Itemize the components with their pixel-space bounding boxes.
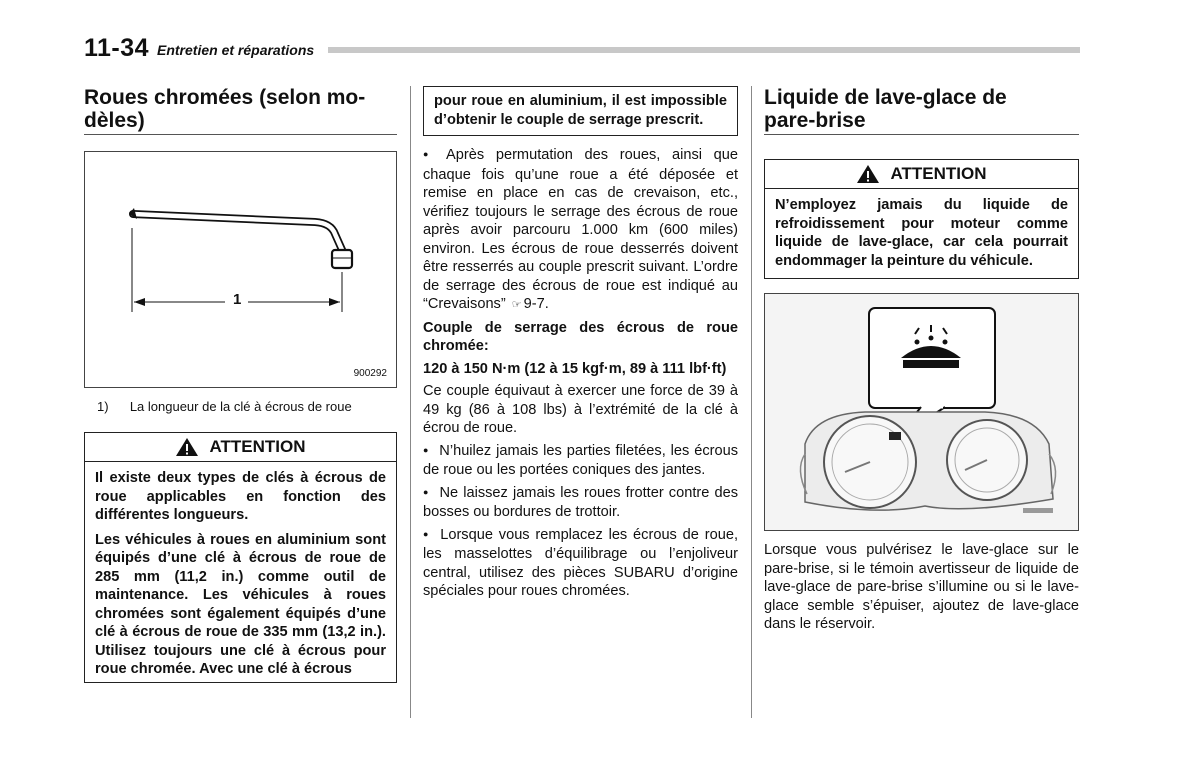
attention-paragraph: N’employez jamais du liquide de refroidissement pour moteur comme liquide de lave-glace, car cela pourrait endommager la peinture du véhicule. [775, 197, 1068, 269]
attention-label: ATTENTION [209, 437, 306, 456]
section-heading-washer-fluid: Liquide de lave-glace de pare-brise [764, 86, 1007, 132]
torque-text: Ce couple équivaut à exercer une force de 39 à 49 kg (86 à 108 lbs) à l’extrémité de la clé à écrou de roue. [423, 383, 738, 436]
attention-paragraph: pour roue en aluminium, il est impossible d’obtenir le couple de serrage prescrit. [434, 93, 727, 128]
reference-icon: ☞ [511, 299, 522, 311]
attention-paragraph: Il existe deux types de clés à écrous de roue applicables en fonction des différentes longueurs. [95, 470, 386, 523]
column-2 [423, 86, 738, 605]
attention-block [764, 159, 1079, 279]
attention-label: ATTENTION [890, 164, 987, 183]
page-number: 11-34 [84, 34, 150, 62]
heading-rule [764, 134, 1079, 135]
body-paragraph: Lorsque vous pulvérisez le lave-glace sur le pare-brise, si le témoin avertisseur de liquide de lave-glace de pare-brise s’illumine ou si le lave-glace semble s’épuiser, ajoutez de lave-glace dans le réservoir. [764, 542, 1079, 632]
attention-header [84, 432, 397, 462]
attention-content [84, 462, 397, 683]
body-text [764, 541, 1079, 634]
torque-value: 120 à 150 N·m (12 à 15 kgf·m, 89 à 111 lbf·ft) [423, 360, 727, 377]
attention-content [764, 189, 1079, 279]
warning-icon [856, 164, 880, 184]
dashboard-figure [764, 293, 1079, 531]
bullet-text: N’huilez jamais les parties filetées, les écrous de roue ou les portées coniques des jantes. [423, 442, 739, 478]
caption-number: 1) [97, 399, 109, 414]
bullet-item [423, 484, 738, 522]
attention-block [84, 432, 397, 683]
instrument-cluster-illustration [765, 294, 1080, 530]
lug-wrench-illustration [85, 152, 398, 387]
bullet-item [423, 442, 738, 480]
attention-paragraph: Les véhicules à roues en aluminium sont équipés d’une clé à écrous de roue de 285 mm (11,2 in.) comme outil de maintenance. Les véhicules à roues chromées sont également équipés d’une clé à écrous de roue de 335 mm (13,2 in.). Utilisez toujours une clé à écrous pour roue chromée. Avec une clé à écrous [95, 531, 386, 677]
header-bar [328, 47, 1080, 53]
page-header [84, 34, 1080, 64]
section-title: Entretien et réparations [157, 42, 315, 58]
attention-continuation [423, 86, 738, 136]
reference-page: 9-7. [523, 296, 549, 312]
caption-text: La longueur de la clé à écrous de roue [129, 399, 352, 414]
wrench-figure [84, 151, 397, 388]
attention-header [764, 159, 1079, 189]
column-1 [84, 86, 397, 683]
torque-heading: Couple de serrage des écrous de roue chromée: [423, 319, 738, 354]
bullet-item [423, 526, 738, 601]
heading-rule [84, 134, 397, 135]
column-divider [410, 86, 411, 718]
bullet-text: Après permutation des roues, ainsi que chaque fois qu’une roue a été déposée et remise en place en cas de crevaison, etc., vérifiez toujours le serrage des écrous de roue après avoir parcouru 1.000 km (600 miles) environ. Les écrous de roue desserrés doivent être resserrés au couple prescrit suivant. L’ordre de serrage des écrous de roue est indiqué au “Crevaisons” [423, 147, 738, 312]
dimension-label: 1 [233, 291, 242, 308]
warning-icon [175, 437, 199, 457]
figure-caption [97, 399, 397, 414]
bullet-text: Lorsque vous remplacez les écrous de roue, les masselottes d’équilibrage ou l’enjoliveur central, utilisez des pièces SUBARU d’origine spéciales pour roues chromées. [423, 526, 739, 599]
bullet-text: Ne laissez jamais les roues frotter contre des bosses ou bordures de trottoir. [423, 484, 738, 520]
section-heading-chrome-wheels: Roues chromées (selon mo-dèles) [84, 86, 366, 132]
column-3 [764, 86, 1079, 638]
body-text [423, 146, 738, 601]
bullet-item [423, 146, 738, 315]
column-divider [751, 86, 752, 718]
figure-code: 900292 [353, 368, 387, 379]
